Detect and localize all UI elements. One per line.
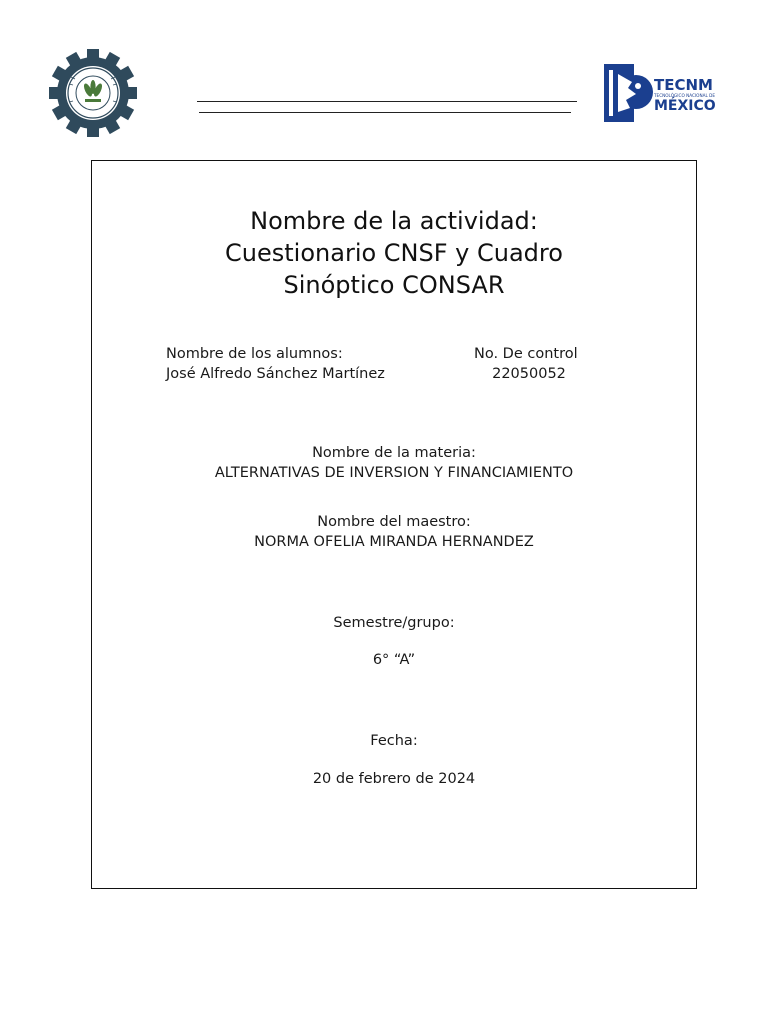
students-label: Nombre de los alumnos: [166,346,343,362]
subject-label: Nombre de la materia: [312,445,476,461]
tecnm-brand-text: TECNM [654,76,713,94]
tecnm-subtitle-text: TECNOLÓGICO NACIONAL DE [654,93,715,98]
tecnm-country-text: MÉXICO [654,98,716,114]
activity-title [92,205,696,301]
semester-value: 6° “A” [372,652,416,668]
control-number-label: No. De control [474,346,578,362]
title-line-3: Sinóptico CONSAR [283,271,505,299]
subject-value: ALTERNATIVAS DE INVERSION Y FINANCIAMIENTO [214,465,574,481]
students-value: José Alfredo Sánchez Martínez [166,366,385,382]
teacher-value: NORMA OFELIA MIRANDA HERNANDEZ [254,534,534,550]
subject-block [92,443,696,483]
title-line-2: Cuestionario CNSF y Cuadro [225,239,563,267]
header-rule-top [197,101,577,102]
date-label: Fecha: [370,733,418,749]
teacher-block [92,512,696,552]
tecnologico-gear-seal-icon [48,48,138,138]
header-rule-bottom [199,112,571,113]
date-value: 20 de febrero de 2024 [312,771,476,787]
teacher-label: Nombre del maestro: [317,514,471,530]
cover-frame [91,160,697,889]
institute-seal-logo [48,48,138,138]
tecnm-logo-icon [602,60,728,124]
semester-label: Semestre/grupo: [333,615,455,631]
title-line-1: Nombre de la actividad: [250,207,538,235]
tecnm-logo [602,60,728,124]
control-number-value: 22050052 [492,366,566,382]
